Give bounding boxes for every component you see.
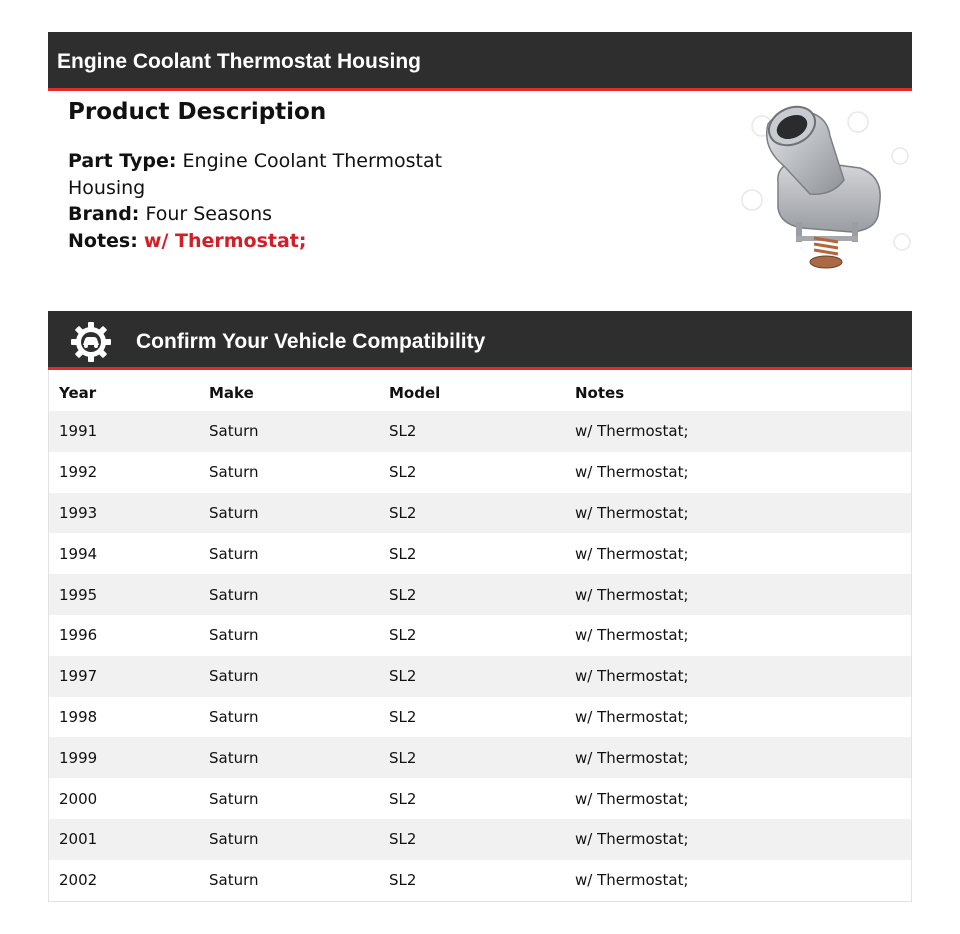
cell-make: Saturn: [209, 707, 259, 726]
cell-notes: w/ Thermostat;: [575, 707, 689, 726]
cell-make: Saturn: [209, 871, 259, 890]
cell-make: Saturn: [209, 463, 259, 482]
table-row: [49, 452, 911, 493]
cell-make: Saturn: [199, 411, 379, 452]
cell-notes: w/ Thermostat;: [565, 493, 911, 534]
cell-notes: w/ Thermostat;: [575, 463, 689, 482]
table-row: [49, 411, 911, 452]
product-description: [68, 96, 488, 254]
table-row: [49, 574, 911, 615]
table-row: [49, 615, 911, 656]
cell-year: 2002: [59, 871, 98, 890]
brand-line: [68, 201, 488, 228]
table-header-row: [49, 370, 911, 411]
table-row: [49, 656, 911, 697]
cell-model: SL2: [389, 626, 417, 645]
cell-model: SL2: [389, 871, 417, 890]
table-row: [49, 860, 911, 901]
cell-notes: w/ Thermostat;: [575, 871, 689, 890]
cell-make: Saturn: [209, 626, 259, 645]
part-type-value: Engine Coolant Thermostat Housing: [68, 150, 443, 199]
column-header-make: Make: [209, 383, 254, 402]
compatibility-table: [48, 370, 912, 902]
table-row: [49, 778, 911, 819]
part-type-label: Part Type:: [68, 150, 177, 172]
cell-notes: w/ Thermostat;: [565, 656, 911, 697]
cell-year: 1997: [49, 656, 199, 697]
cell-notes: w/ Thermostat;: [565, 411, 911, 452]
cell-make: Saturn: [209, 789, 259, 808]
cell-year: 2000: [59, 789, 98, 808]
cell-year: 1991: [49, 411, 199, 452]
cell-year: 2001: [49, 819, 199, 860]
cell-notes: w/ Thermostat;: [565, 574, 911, 615]
cell-make: Saturn: [199, 819, 379, 860]
cell-year: 1992: [59, 463, 98, 482]
cell-model: SL2: [379, 656, 565, 697]
cell-notes: w/ Thermostat;: [575, 626, 689, 645]
gear-car-icon: [69, 320, 113, 364]
cell-notes: w/ Thermostat;: [575, 789, 689, 808]
cell-model: SL2: [389, 463, 417, 482]
cell-make: Saturn: [209, 544, 259, 563]
cell-model: SL2: [379, 574, 565, 615]
cell-year: 1995: [49, 574, 199, 615]
cell-model: SL2: [389, 707, 417, 726]
table-row: [49, 737, 911, 778]
cell-make: Saturn: [199, 493, 379, 534]
table-row: [49, 533, 911, 574]
product-title: Engine Coolant Thermostat Housing: [57, 50, 422, 73]
compatibility-title: Confirm Your Vehicle Compatibility: [136, 330, 486, 353]
cell-year: 1998: [59, 707, 98, 726]
brand-value: Four Seasons: [145, 203, 273, 225]
cell-model: SL2: [389, 544, 417, 563]
cell-model: SL2: [389, 789, 417, 808]
brand-label: Brand:: [68, 203, 140, 225]
table-row: [49, 819, 911, 860]
cell-model: SL2: [379, 411, 565, 452]
cell-make: Saturn: [199, 656, 379, 697]
cell-year: 1996: [59, 626, 98, 645]
column-header-notes: Notes: [575, 383, 625, 402]
cell-year: 1993: [49, 493, 199, 534]
compatibility-banner: [48, 311, 912, 370]
product-title-banner: [48, 32, 912, 91]
cell-model: SL2: [379, 493, 565, 534]
notes-label: Notes:: [68, 229, 138, 252]
cell-make: Saturn: [199, 574, 379, 615]
cell-notes: w/ Thermostat;: [565, 819, 911, 860]
cell-make: Saturn: [199, 737, 379, 778]
column-header-year: Year: [59, 383, 97, 402]
column-header-model: Model: [389, 383, 441, 402]
cell-model: SL2: [379, 819, 565, 860]
cell-notes: w/ Thermostat;: [575, 544, 689, 563]
part-type-line: [68, 148, 488, 201]
cell-notes: w/ Thermostat;: [565, 737, 911, 778]
cell-year: 1994: [59, 544, 98, 563]
table-row: [49, 697, 911, 738]
cell-model: SL2: [379, 737, 565, 778]
cell-year: 1999: [49, 737, 199, 778]
table-row: [49, 493, 911, 534]
notes-value: w/ Thermostat;: [143, 229, 307, 252]
product-image: [732, 96, 916, 276]
notes-line: [68, 228, 488, 255]
description-heading: Product Description: [68, 99, 327, 125]
